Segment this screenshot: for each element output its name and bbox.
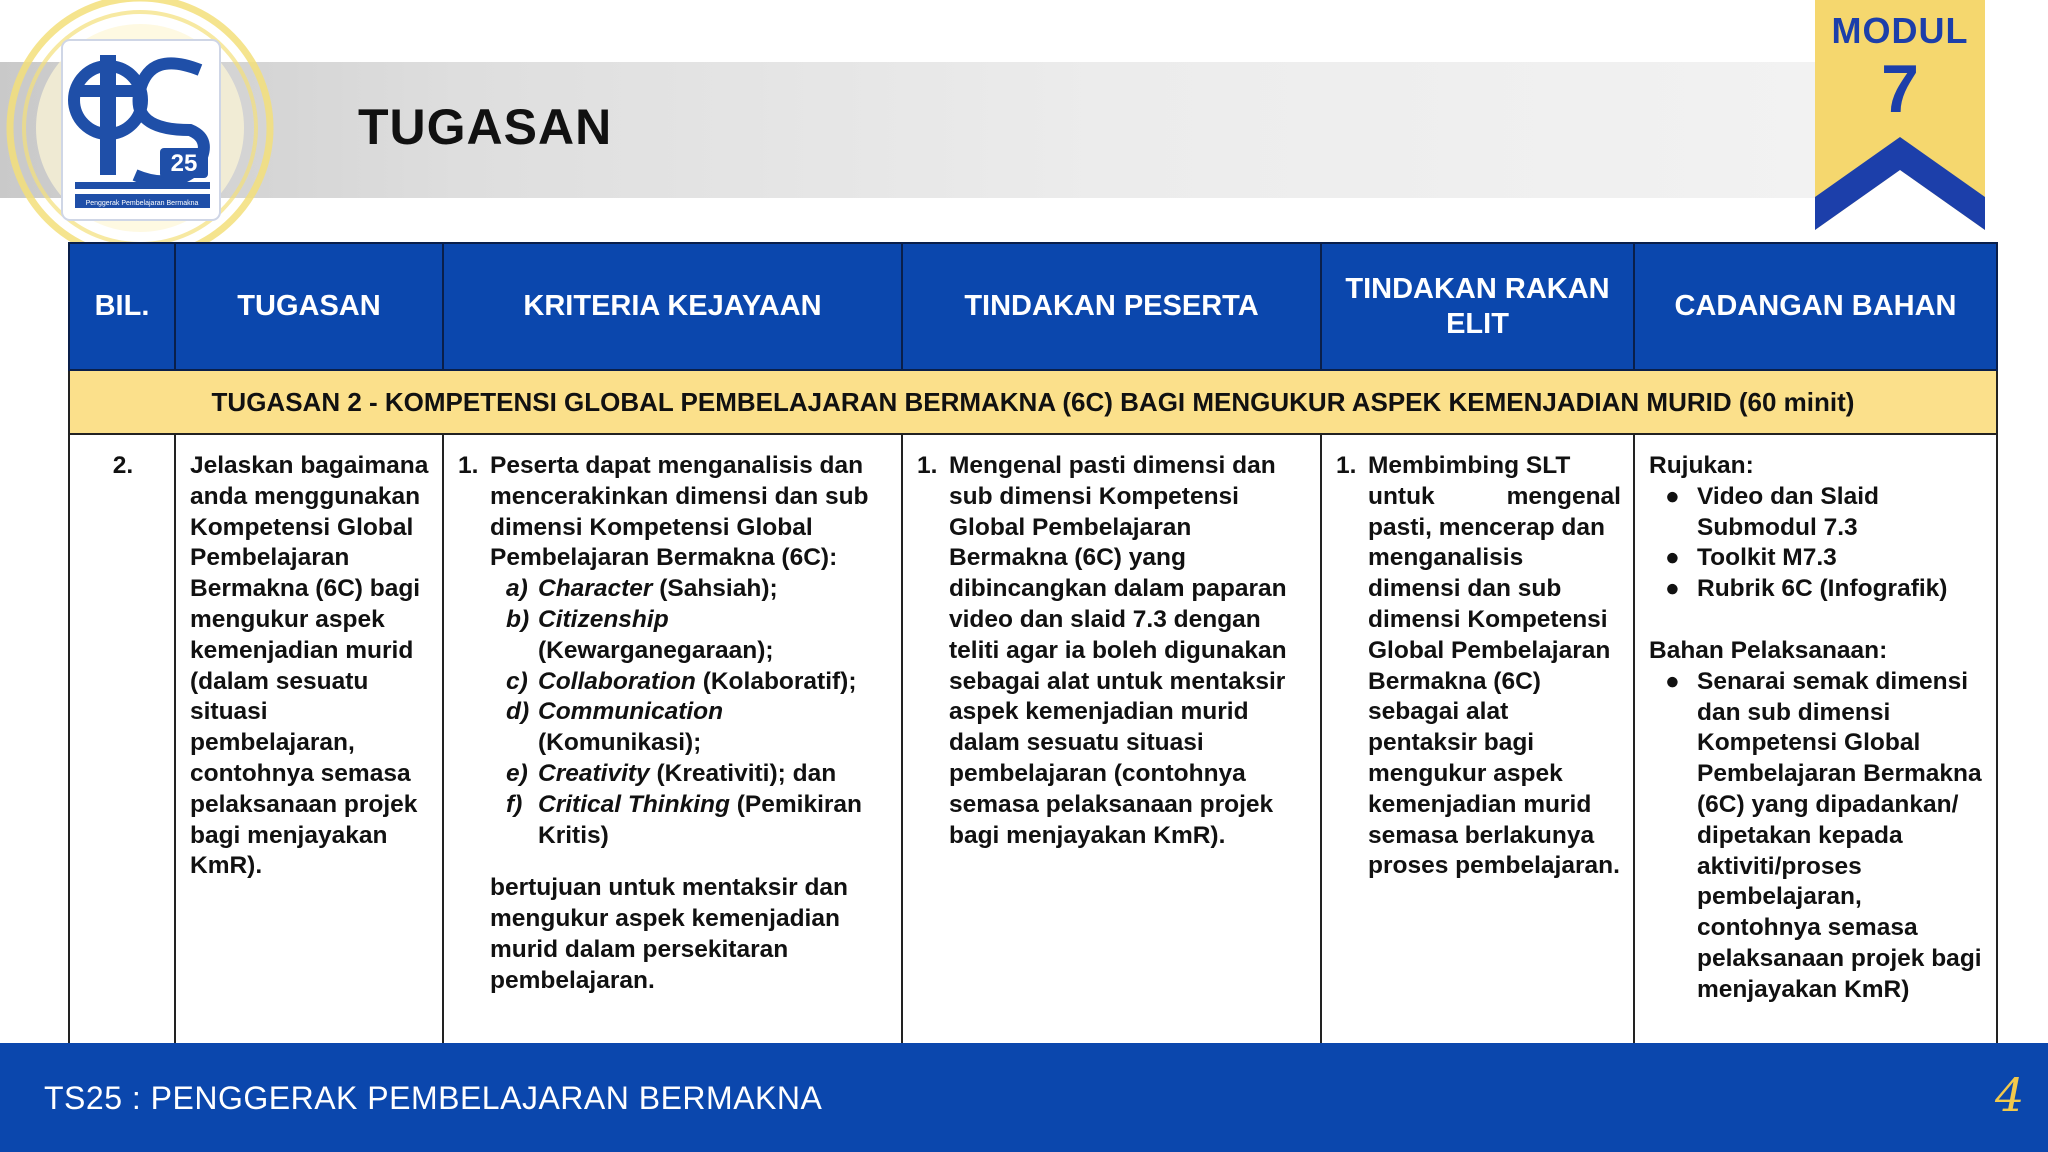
column-header-tugasan: TUGASAN	[175, 243, 443, 370]
list-item	[1336, 451, 1621, 882]
module-number: 7	[1881, 51, 1919, 127]
competency-item: a) Character (Sahsiah);	[506, 575, 778, 603]
competency-item: b) Citizenship (Kewarganegaraan);	[506, 605, 774, 664]
competency-item: c) Collaboration (Kolaboratif);	[506, 667, 857, 695]
module-label: MODUL	[1831, 10, 1969, 51]
rakan-first-line: Membimbing SLT	[1368, 452, 1571, 479]
cell-bahan	[1634, 434, 1997, 1046]
bullet-icon: ●	[1665, 667, 1680, 695]
svg-text:Penggerak Pembelajaran Bermakn: Penggerak Pembelajaran Bermakna	[85, 200, 199, 207]
column-header-peserta: TINDAKAN PESERTA	[902, 243, 1321, 370]
competency-list	[490, 574, 889, 851]
footer-title: TS25 : PENGGERAK PEMBELAJARAN BERMAKNA	[44, 1080, 823, 1116]
list-number: 1.	[458, 452, 479, 479]
peserta-text: Mengenal pasti dimensi dan sub dimensi Kompetensi Global Pembelajaran Bermakna (6C) yang dibincangkan dalam paparan video dan slaid 7.3 dengan teliti agar ia boleh digunakan sebagai alat untuk mentaksir aspek kemenjadian murid dalam sesuatu situasi pembelajaran (contohnya semasa pelaksanaan projek bagi menjayakan KmR).	[949, 452, 1287, 849]
section-title: TUGASAN 2 - KOMPETENSI GLOBAL PEMBELAJARAN BERMAKNA (6C) BAGI MENGUKUR ASPEK KEMENJADIAN MURID (60 minit)	[69, 370, 1997, 434]
cell-bil: 2.	[69, 434, 175, 1046]
list-number: 1.	[917, 452, 938, 479]
cell-peserta	[902, 434, 1321, 1046]
rakan-text: pasti, mencerap dan menganalisis dimensi dan sub dimensi Kompetensi Global Pembelajaran Bermakna (6C) sebagai alat pentaksir bagi mengukur aspek kemenjadian murid semasa berlakunya proses pembelajaran.	[1368, 513, 1620, 880]
peserta-list	[917, 451, 1308, 851]
list-item	[458, 451, 889, 851]
list-item: ● Senarai semak dimensi dan sub dimensi Kompetensi Global Pembelajaran Bermakna (6C) yang dipadankan/ dipetakan kepada aktiviti/proses pembelajaran, contohnya semasa pelaksanaan projek bagi menjayakan KmR)	[1665, 667, 1982, 1003]
rakan-list	[1336, 451, 1621, 882]
column-header-kriteria: KRITERIA KEJAYAAN	[443, 243, 902, 370]
list-item	[917, 451, 1308, 851]
cell-rakan-elit	[1321, 434, 1634, 1046]
bullet-icon: ●	[1665, 544, 1680, 572]
table-row	[69, 434, 1997, 1046]
list-item: ● Video dan Slaid Submodul 7.3	[1665, 482, 1879, 541]
list-item: ● Toolkit M7.3	[1649, 543, 1984, 574]
table-header-row	[69, 243, 1997, 370]
column-header-rakan-elit: TINDAKAN RAKAN ELIT	[1321, 243, 1634, 370]
cell-kriteria	[443, 434, 902, 1046]
pelaksanaan-label: Bahan Pelaksanaan:	[1649, 636, 1888, 664]
rujukan-list	[1649, 482, 1984, 605]
task-table	[68, 242, 1998, 1047]
svg-text:25: 25	[170, 150, 198, 177]
bullet-icon: ●	[1665, 482, 1680, 510]
bullet-icon: ●	[1665, 575, 1680, 603]
kriteria-intro: Peserta dapat menganalisis dan mencerakinkan dimensi dan sub dimensi Kompetensi Global Pembelajaran Bermakna (6C):	[490, 452, 869, 572]
page-title: TUGASAN	[358, 99, 613, 155]
competency-item: e) Creativity (Kreativiti); dan	[506, 759, 837, 787]
competency-item: d) Communication (Komunikasi);	[506, 698, 724, 757]
cell-tugasan: Jelaskan bagaimana anda menggunakan Kompetensi Global Pembelajaran Bermakna (6C) bagi mengukur aspek kemenjadian murid (dalam sesuatu situasi pembelajaran, contohnya semasa pelaksanaan projek bagi menjayakan KmR).	[175, 434, 443, 1046]
column-header-bahan: CADANGAN BAHAN	[1634, 243, 1997, 370]
section-row	[69, 370, 1997, 434]
column-header-bil: BIL.	[69, 243, 175, 370]
page-number: 4	[1995, 1068, 2025, 1122]
kriteria-list	[458, 451, 889, 851]
rakan-justified-line: untuk mengenal	[1368, 482, 1621, 510]
list-item: ● Rubrik 6C (Infografik)	[1649, 574, 1984, 605]
pelaksanaan-list	[1649, 667, 1984, 1006]
list-number: 1.	[1336, 452, 1357, 479]
kriteria-outro: bertujuan untuk mentaksir dan mengukur aspek kemenjadian murid dalam persekitaran pembelajaran.	[490, 874, 849, 994]
rujukan-label: Rujukan:	[1649, 452, 1754, 479]
competency-item: f) Critical Thinking (Pemikiran Kritis)	[506, 790, 863, 849]
ts25-logo	[0, 0, 290, 280]
